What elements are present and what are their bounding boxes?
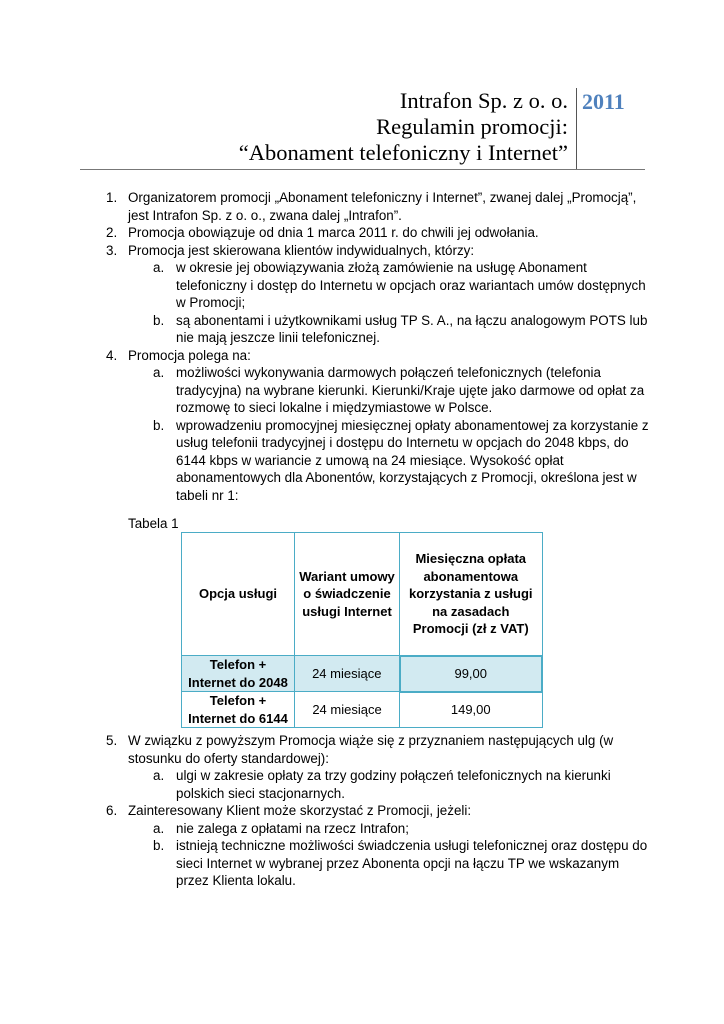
item-number: 4. [106, 347, 118, 363]
list-item-5 [106, 732, 651, 767]
item-text: Organizatorem promocji „Abonament telefoniczny i Internet”, zwanej dalej „Promocją”, jest Intrafon Sp. z o. o., zwana dalej „Intrafon”. [128, 190, 637, 223]
item-text: Promocja jest skierowana klientów indywidualnych, którzy: [128, 242, 475, 258]
subitem-letter: b. [153, 838, 165, 853]
list-subitem-3b [128, 312, 651, 347]
subitem-text: w okresie jej obowiązywania złożą zamówienie na usługę Abonament telefoniczny i dostęp do Internetu w opcjach oraz wariantach umów dostępnych w Promocji; [176, 260, 646, 310]
item-number: 2. [106, 225, 118, 240]
list-item-4 [106, 347, 651, 365]
list-item-2 [106, 224, 651, 242]
item-text: Promocja obowiązuje od dnia 1 marca 2011 r. do chwili jej odwołania. [128, 225, 539, 240]
item-number: 6. [106, 803, 118, 818]
item-number: 5. [106, 733, 118, 748]
header-rule [80, 169, 645, 170]
table-cell-variant: 24 miesiące [295, 656, 400, 692]
table-cell-option: Telefon + Internet do 2048 [182, 656, 295, 692]
subitem-text: możliwości wykonywania darmowych połączeń telefonicznych (telefonia tradycyjna) na wybrane kierunki. Kierunki/Kraje ujęte jako darmowe od opłat za rozmowę to sieci lokalne i międzymiastowe w Polsce. [176, 365, 645, 415]
subitem-letter: a. [153, 768, 165, 783]
list-subitem-3a [128, 259, 651, 312]
subitem-letter: b. [153, 312, 165, 328]
subitem-letter: b. [153, 417, 165, 433]
company-name: Intrafon Sp. z o. o. [399, 88, 568, 113]
subitem-text: nie zalega z opłatami na rzecz Intrafon; [176, 820, 409, 836]
table-header-cell: Miesięczna opłata abonamentowa korzystania z usługi na zasadach Promocji (zł z VAT) [400, 533, 543, 656]
subitem-letter: a. [153, 820, 165, 836]
table-cell-fee: 149,00 [400, 692, 543, 728]
list-subitem-4b [128, 417, 651, 505]
table-cell-option: Telefon + Internet do 6144 [182, 692, 295, 728]
item-text: Promocja polega na: [128, 347, 251, 363]
header-year: 2011 [582, 89, 625, 114]
promo-name: “Abonament telefoniczny i Internet” [238, 140, 568, 165]
list-item-1 [106, 189, 651, 224]
fee-table [181, 532, 543, 728]
list-subitem-5a [128, 767, 651, 802]
document-header [200, 88, 640, 170]
table-header-cell: Wariant umowy o świadczenie usługi Internet [295, 533, 400, 656]
list-item-3 [106, 242, 651, 260]
list-subitem-6b [128, 837, 651, 890]
list-subitem-6a [128, 820, 651, 838]
item-text: W związku z powyższym Promocja wiąże się z przyznaniem następujących ulg (w stosunku do oferty standardowej): [128, 733, 614, 766]
table-row [182, 656, 543, 692]
doc-title: Regulamin promocji: [376, 114, 568, 139]
rules-list-part1 [106, 189, 651, 504]
header-title-block [188, 88, 568, 166]
list-item-6 [106, 802, 651, 820]
table-header-row [182, 533, 543, 656]
table-cell-fee: 99,00 [400, 656, 543, 692]
subitem-text: istnieją techniczne możliwości świadczenia usługi telefonicznej oraz dostępu do sieci Internet w wybranej przez Abonenta opcji na łączu TP we wskazanym przez Klienta lokalu. [176, 838, 648, 888]
item-number: 3. [106, 242, 118, 258]
subitem-text: są abonentami i użytkownikami usług TP S. A., na łączu analogowym POTS lub nie mają jeszcze linii telefonicznej. [176, 312, 648, 345]
rules-list-part2 [106, 732, 651, 890]
item-text: Zainteresowany Klient może skorzystać z Promocji, jeżeli: [128, 803, 472, 818]
table-row [182, 692, 543, 728]
subitem-letter: a. [153, 260, 165, 275]
table-caption: Tabela 1 [128, 516, 179, 531]
subitem-text: ulgi w zakresie opłaty za trzy godziny połączeń telefonicznych na kierunki polskich sieci stacjonarnych. [176, 768, 611, 801]
item-number: 1. [106, 190, 118, 205]
table-cell-variant: 24 miesiące [295, 692, 400, 728]
subitem-letter: a. [153, 365, 165, 380]
table-header-cell: Opcja usługi [182, 533, 295, 656]
subitem-text: wprowadzeniu promocyjnej miesięcznej opłaty abonamentowej za korzystanie z usług telefonii tradycyjnej i dostępu do Internetu w opcjach do 2048 kbps, do 6144 kbps w wariancie z umową na 24 miesiące. Wysokość opłat abonamentowych dla Abonentów, korzystających z Promocji, określona jest w tabeli nr 1: [176, 417, 649, 503]
header-separator [576, 88, 577, 170]
list-subitem-4a [128, 364, 651, 417]
